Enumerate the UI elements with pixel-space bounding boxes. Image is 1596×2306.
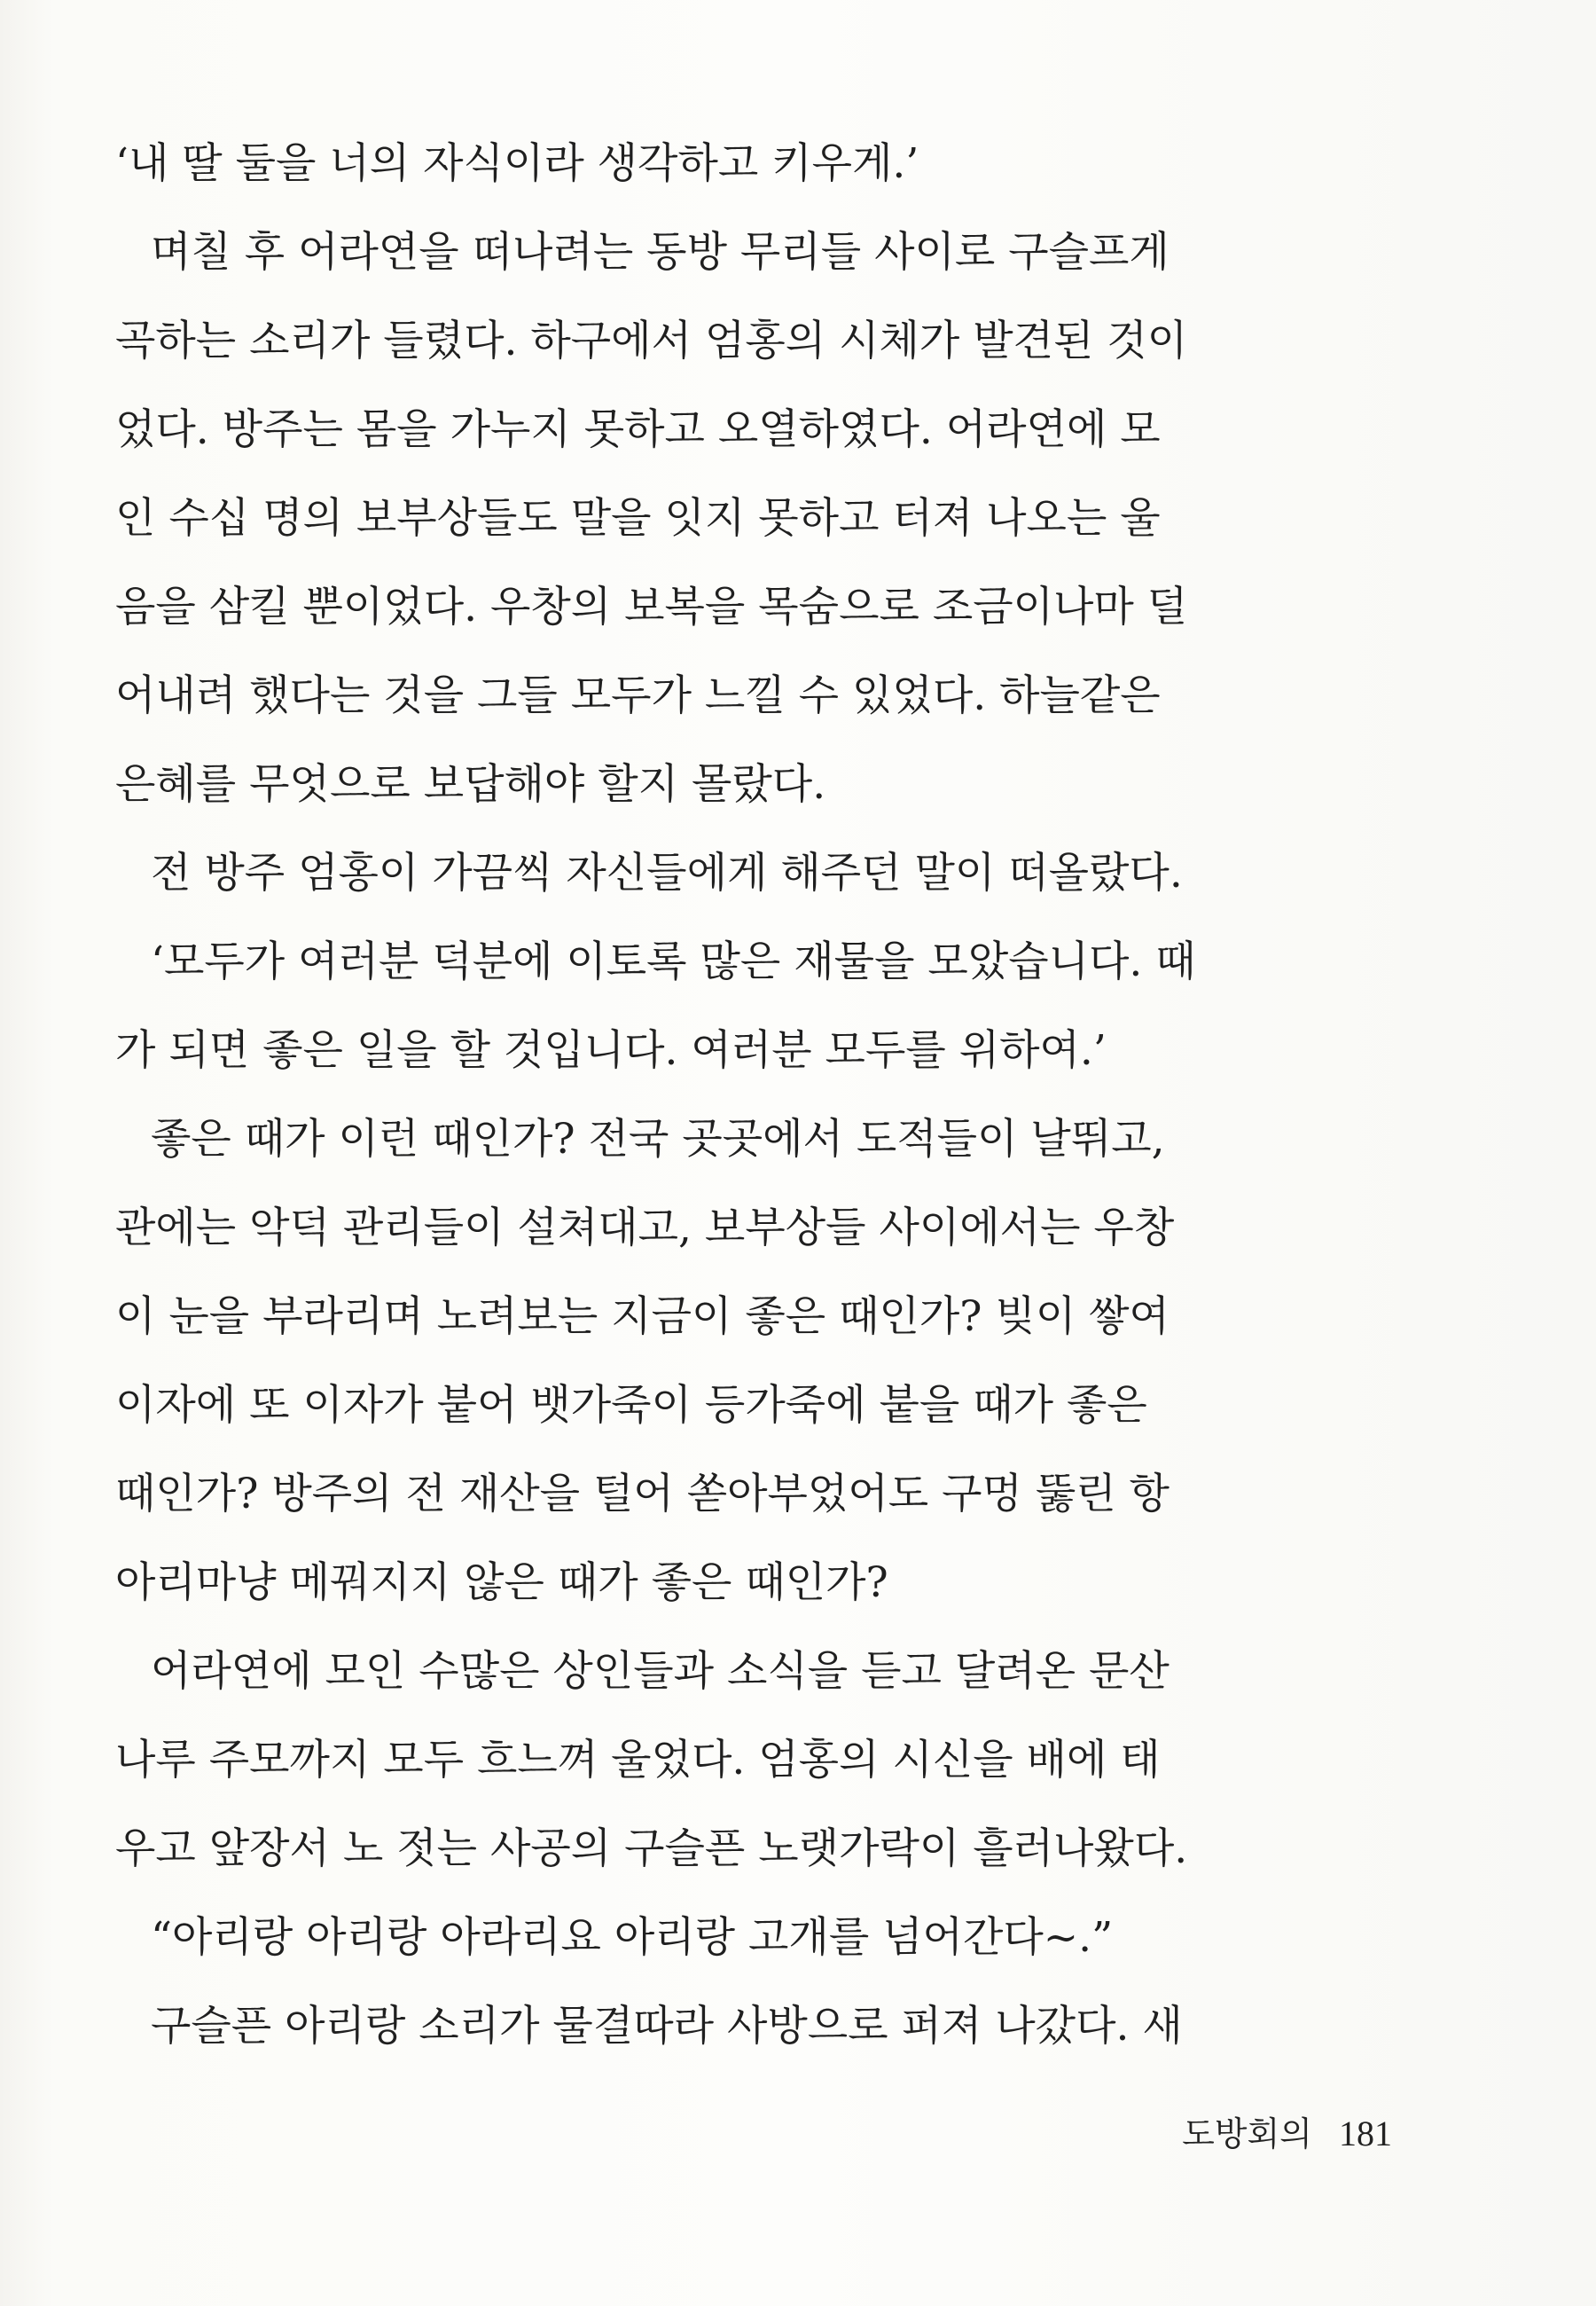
chapter-title: 도방회의 xyxy=(1182,2114,1312,2153)
text-line: 어라연에 모인 수많은 상인들과 소식을 듣고 달려온 문산 xyxy=(151,1647,1170,1696)
text-line: 이 눈을 부라리며 노려보는 지금이 좋은 때인가? 빚이 쌓여 xyxy=(115,1292,1170,1341)
text-line: 관에는 악덕 관리들이 설쳐대고, 보부상들 사이에서는 우창 xyxy=(115,1204,1175,1252)
text-line: 인 수십 명의 보부상들도 말을 잇지 못하고 터져 나오는 울 xyxy=(115,494,1161,543)
text-line: 구슬픈 아리랑 소리가 물결따라 사방으로 퍼져 나갔다. 새 xyxy=(151,2002,1183,2051)
text-line: 우고 앞장서 노 젓는 사공의 구슬픈 노랫가락이 흘러나왔다. xyxy=(115,1824,1188,1873)
text-line: 어내려 했다는 것을 그들 모두가 느낄 수 있었다. 하늘같은 xyxy=(115,671,1161,720)
text-line: 가 되면 좋은 일을 할 것입니다. 여러분 모두를 위하여.’ xyxy=(115,1026,1107,1075)
text-line: 은혜를 무엇으로 보답해야 할지 몰랐다. xyxy=(115,760,826,809)
text-line: 아리마냥 메꿔지지 않은 때가 좋은 때인가? xyxy=(115,1558,888,1607)
text-line: 이자에 또 이자가 붙어 뱃가죽이 등가죽에 붙을 때가 좋은 xyxy=(115,1381,1147,1430)
text-line: 때인가? 방주의 전 재산을 털어 쏟아부었어도 구멍 뚫린 항 xyxy=(115,1470,1170,1518)
text-line: 며칠 후 어라연을 떠나려는 동방 무리들 사이로 구슬프게 xyxy=(151,228,1170,277)
text-line: ‘내 딸 둘을 너의 자식이라 생각하고 키우게.’ xyxy=(115,139,919,188)
running-footer xyxy=(1182,2106,1392,2155)
body-text xyxy=(115,120,1392,2071)
text-line: 전 방주 엄홍이 가끔씩 자신들에게 해주던 말이 떠올랐다. xyxy=(151,849,1183,898)
text-line: “아리랑 아리랑 아라리요 아리랑 고개를 넘어간다~.” xyxy=(151,1913,1114,1962)
text-line: 음을 삼킬 뿐이었다. 우창의 보복을 목숨으로 조금이나마 덜 xyxy=(115,583,1188,631)
text-line: 좋은 때가 이런 때인가? 전국 곳곳에서 도적들이 날뛰고, xyxy=(151,1115,1165,1164)
page-number: 181 xyxy=(1339,2114,1392,2153)
text-line: 나루 주모까지 모두 흐느껴 울었다. 엄홍의 시신을 배에 태 xyxy=(115,1736,1161,1784)
text-line: ‘모두가 여러분 덕분에 이토록 많은 재물을 모았습니다. 때 xyxy=(151,937,1196,986)
text-line: 었다. 방주는 몸을 가누지 못하고 오열하였다. 어라연에 모 xyxy=(115,405,1161,454)
text-line: 곡하는 소리가 들렸다. 하구에서 엄홍의 시체가 발견된 것이 xyxy=(115,317,1188,365)
